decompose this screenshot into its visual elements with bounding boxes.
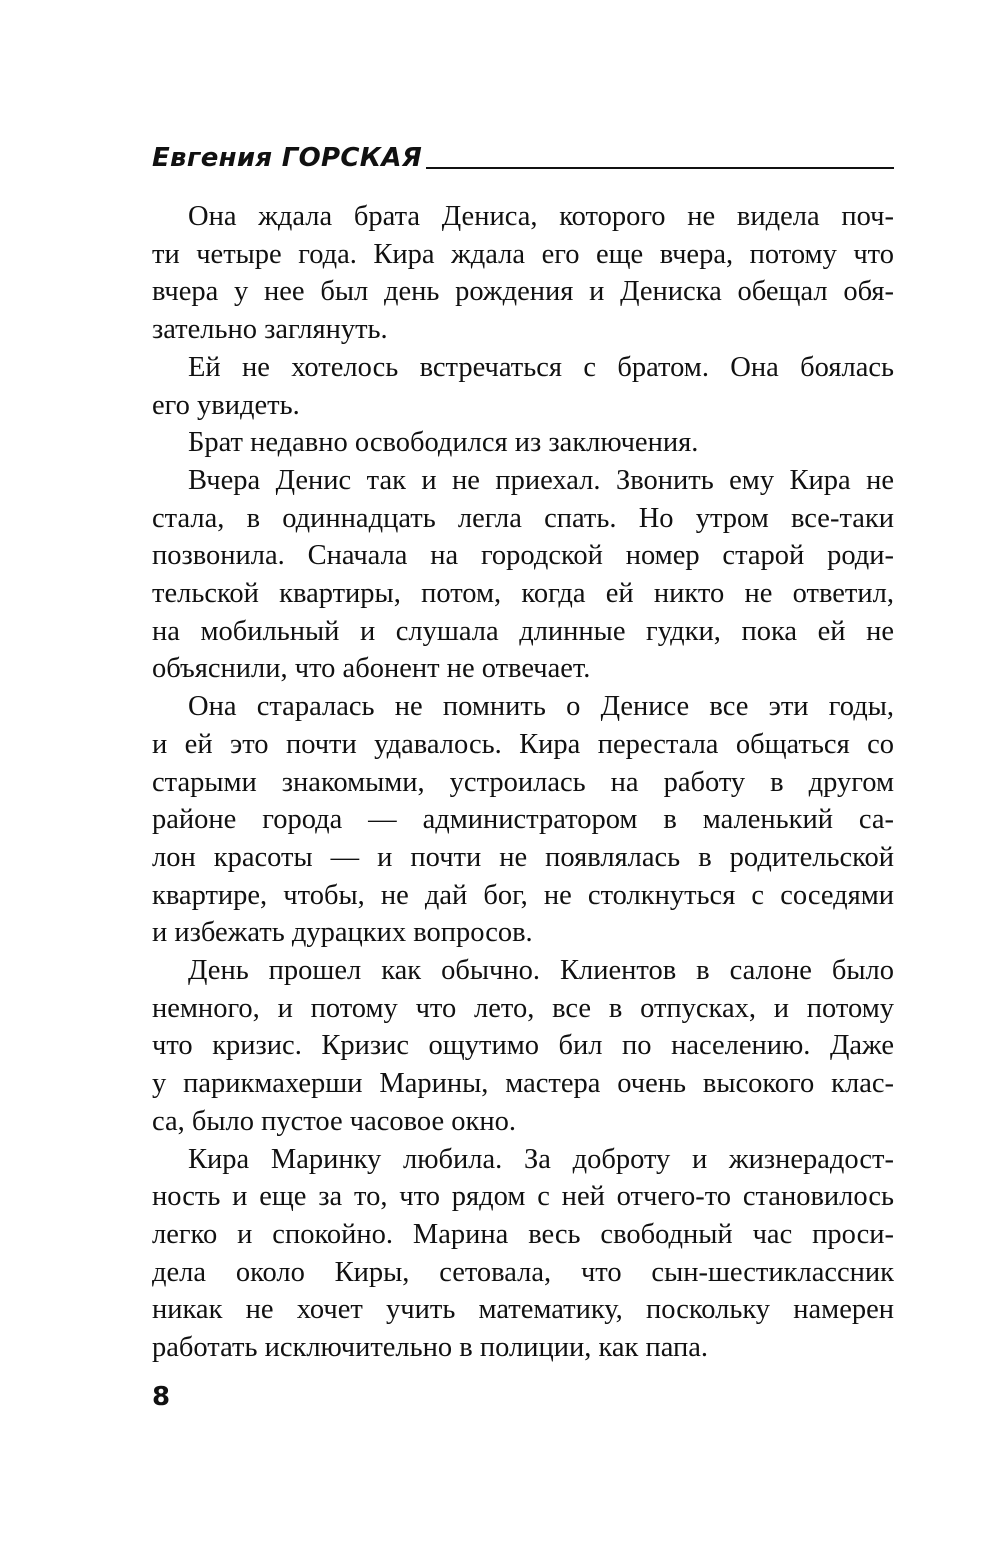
text-line: Брат недавно освободился из заключения. <box>188 427 699 459</box>
text-line: его увидеть. <box>152 389 300 421</box>
text-line: легко и спокойно. Марина весь свободный час проси- <box>152 1218 894 1250</box>
text-line: что кризис. Кризис ощутимо бил по населению. Даже <box>152 1030 894 1062</box>
text-line: объяснили, что абонент не отвечает. <box>152 653 591 685</box>
text-line: работать исключительно в полиции, как папа. <box>152 1332 709 1364</box>
text-line: ти четыре года. Кира ждала его еще вчера, потому что <box>152 238 894 270</box>
author-name: Евгения ГОРСКАЯ <box>152 143 423 173</box>
text-line: у парикмахерши Марины, мастера очень высокого клас- <box>152 1068 894 1100</box>
text-line: Она старалась не помнить о Денисе все эти годы, <box>188 691 894 723</box>
text-line: тельской квартиры, потом, когда ей никто не ответил, <box>152 578 894 610</box>
header-rule <box>426 167 894 169</box>
text-line: позвонила. Сначала на городской номер старой роди- <box>152 540 894 572</box>
paragraph <box>152 424 894 462</box>
text-line: районе города — администратором в маленький са- <box>152 804 894 836</box>
page-number: 8 <box>152 1382 171 1412</box>
paragraph <box>152 349 894 424</box>
text-line: ность и еще за то, что рядом с ней отчего-то становилось <box>152 1181 894 1213</box>
text-line: немного, и потому что лето, все в отпусках, и потому <box>152 992 894 1024</box>
text-line: дела около Киры, сетовала, что сын-шестиклассник <box>152 1256 894 1288</box>
text-line: на мобильный и слушала длинные гудки, пока ей не <box>152 615 894 647</box>
text-line: Вчера Денис так и не приехал. Звонить ему Кира не <box>188 464 894 496</box>
text-line: и избежать дурацких вопросов. <box>152 917 533 949</box>
body-text <box>152 198 894 1367</box>
paragraph <box>152 688 894 952</box>
text-line: стала, в одиннадцать легла спать. Но утром все-таки <box>152 502 894 534</box>
text-line: старыми знакомыми, устроилась на работу в другом <box>152 766 894 798</box>
text-line: Она ждала брата Дениса, которого не видела поч- <box>188 201 894 232</box>
text-line: квартире, чтобы, не дай бог, не столкнуться с соседями <box>152 879 894 911</box>
running-head <box>152 140 894 180</box>
text-line: лон красоты — и почти не появлялась в родительской <box>152 841 894 873</box>
paragraph <box>152 462 894 688</box>
text-line: вчера у нее был день рождения и Дениска обещал обя- <box>152 276 894 308</box>
text-line: Ей не хотелось встречаться с братом. Она боялась <box>188 351 894 383</box>
text-line: са, было пустое часовое окно. <box>152 1105 516 1137</box>
text-line: никак не хочет учить математику, поскольку намерен <box>152 1294 894 1326</box>
text-line: зательно заглянуть. <box>152 314 388 346</box>
paragraph <box>152 952 894 1141</box>
text-line: День прошел как обычно. Клиентов в салоне было <box>188 955 894 987</box>
text-line: и ей это почти удавалось. Кира перестала общаться со <box>152 728 894 760</box>
paragraph <box>152 198 894 349</box>
paragraph <box>152 1141 894 1367</box>
text-line: Кира Маринку любила. За доброту и жизнерадост- <box>188 1143 894 1175</box>
